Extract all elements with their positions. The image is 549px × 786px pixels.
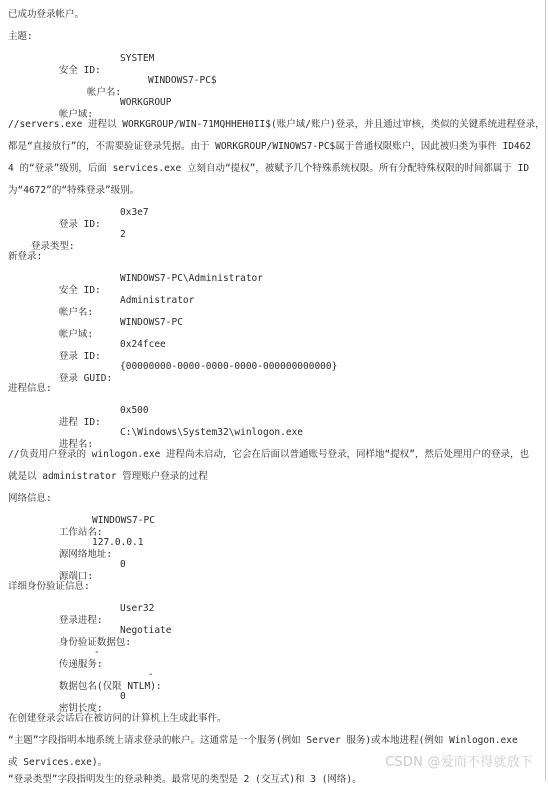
field-value: 0x500 bbox=[120, 405, 149, 416]
field-value: C:\Windows\System32\winlogon.exe bbox=[120, 427, 304, 438]
field-label: 源端口: bbox=[58, 571, 94, 582]
description-line: 在创建登录会话后在被访问的计算机上生成此事件。 bbox=[8, 713, 227, 724]
field-value: - bbox=[94, 647, 100, 658]
field-label: 帐户名: bbox=[58, 307, 94, 318]
field-label: 登录类型: bbox=[30, 241, 75, 252]
description-line: “登录类型”字段指明发生的登录种类。最常见的类型是 2 (交互式)和 3 (网络)。 bbox=[8, 774, 362, 785]
field-value: WINDOWS7-PC$ bbox=[148, 75, 217, 86]
field-value: 2 bbox=[120, 229, 126, 240]
field-value: User32 bbox=[120, 603, 155, 614]
field-label: 进程名: bbox=[58, 439, 94, 450]
field-label: 帐户域: bbox=[58, 109, 94, 120]
description-line: 或 Services.exe)。 bbox=[8, 757, 108, 768]
comment-line: //servers.exe 进程以 WORKGROUP/WIN-71MQHHEH0II$(账户域/账户)登录，并且通过审核，类似的关键系统进程登录， bbox=[8, 119, 545, 130]
field-label: 登录进程: bbox=[58, 615, 103, 626]
section-new-logon: 新登录: bbox=[8, 251, 43, 262]
section-process-info: 进程信息: bbox=[8, 383, 52, 394]
field-value: - bbox=[148, 669, 154, 680]
field-value: WORKGROUP bbox=[120, 97, 172, 108]
field-label: 安全 ID: bbox=[58, 285, 101, 296]
field-label: 进程 ID: bbox=[58, 417, 101, 428]
field-value: SYSTEM bbox=[120, 53, 155, 64]
field-value: 0x3e7 bbox=[120, 207, 149, 218]
field-value: 0 bbox=[120, 559, 126, 570]
watermark: CSDN @爱而不得就放下 bbox=[385, 755, 533, 770]
field-value: Administrator bbox=[120, 295, 195, 306]
field-value: {00000000-0000-0000-0000-000000000000} bbox=[120, 361, 338, 372]
comment-line: //负责用户登录的 winlogon.exe 进程尚未启动，它会在后面以普通账号登录，同样地“提权”，然后处理用户的登录，也 bbox=[8, 449, 529, 460]
field-label: 数据包名(仅限 NTLM): bbox=[58, 681, 162, 692]
comment-line: 4 的“登录”级别，后面 services.exe 立刻自动“提权”，被赋予几个特殊系统权限。所有分配特殊权限的时间都属于 ID bbox=[8, 163, 530, 174]
field-value: 127.0.0.1 bbox=[92, 537, 144, 548]
field-value: Negotiate bbox=[120, 625, 172, 636]
field-label: 安全 ID: bbox=[58, 65, 101, 76]
field-label: 传递服务: bbox=[58, 659, 103, 670]
field-label: 工作站名: bbox=[58, 527, 103, 538]
field-value: WINDOWS7-PC bbox=[120, 317, 183, 328]
comment-line: 就是以 administrator 管理账户登录的过程 bbox=[8, 471, 208, 482]
field-label: 源网络地址: bbox=[58, 549, 113, 560]
field-label: 登录 ID: bbox=[58, 351, 101, 362]
field-label: 帐户域: bbox=[58, 329, 94, 340]
field-label: 帐户名: bbox=[86, 87, 122, 98]
field-label: 登录 ID: bbox=[58, 219, 101, 230]
field-value: WINDOWS7-PC bbox=[92, 515, 155, 526]
field-value: WINDOWS7-PC\Administrator bbox=[120, 273, 263, 284]
section-subject: 主题: bbox=[8, 31, 33, 42]
field-label: 登录 GUID: bbox=[58, 373, 113, 384]
section-network-info: 网络信息: bbox=[8, 493, 52, 504]
field-label: 身份验证数据包: bbox=[58, 637, 132, 648]
description-line: “主题”字段指明本地系统上请求登录的帐户。这通常是一个服务(例如 Server 服务)或本地进程(例如 Winlogon.exe bbox=[8, 735, 518, 746]
field-value: 0x24fcee bbox=[120, 339, 166, 350]
comment-line: 都是“直接放行”的，不需要验证登录凭据。由于 WORKGROUP/WINOWS7-PC$属于普通权限账户，因此被归类为事件 ID462 bbox=[8, 141, 532, 152]
section-auth-info: 详细身份验证信息: bbox=[8, 581, 90, 592]
field-label: 密钥长度: bbox=[58, 703, 103, 714]
field-value: 0 bbox=[120, 691, 126, 702]
heading-logon-success: 已成功登录帐户。 bbox=[8, 9, 85, 20]
comment-line: 为“4672”的“特殊登录”级别。 bbox=[8, 185, 140, 196]
